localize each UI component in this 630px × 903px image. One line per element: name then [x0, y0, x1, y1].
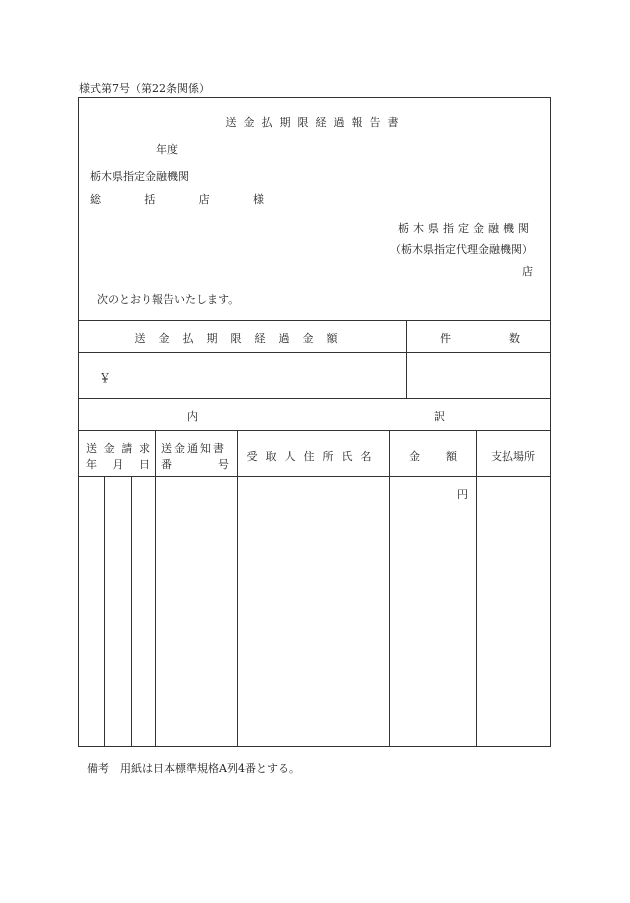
header-char: 数	[509, 332, 520, 345]
addressee-char: 括	[144, 193, 156, 206]
sender-agent-institution: （栃木県指定代理金融機関）	[390, 243, 533, 256]
addressee-char: 総	[90, 193, 101, 206]
header-char: 件	[440, 332, 451, 345]
divider	[155, 430, 156, 746]
divider	[79, 476, 550, 477]
sender-institution: 栃木県指定金融機関	[398, 222, 533, 235]
divider	[406, 320, 407, 398]
header-char: 額	[446, 450, 457, 463]
divider	[79, 320, 550, 321]
divider	[476, 430, 477, 746]
addressee-char: 店	[198, 193, 210, 206]
report-form	[78, 97, 551, 747]
divider	[79, 430, 550, 431]
addressee-char: 様	[252, 193, 264, 206]
divider	[104, 476, 105, 746]
col-payment-place: 支払場所	[491, 450, 535, 463]
col-request-date-top	[86, 440, 150, 456]
divider	[237, 430, 238, 746]
col-notice-no-bottom	[161, 456, 229, 472]
divider	[389, 430, 390, 746]
yen-symbol: ￥	[99, 371, 112, 385]
header-char: 号	[218, 458, 229, 471]
header-char: 請	[121, 442, 133, 455]
header-char: 送	[86, 442, 97, 455]
divider	[79, 398, 550, 399]
header-char: 月	[112, 458, 124, 471]
header-char: 金	[409, 450, 420, 463]
summary-amount-header: 送金払期限経過金額	[134, 332, 351, 345]
remarks-note: 備考 用紙は日本標準規格A列4番とする。	[87, 762, 300, 775]
header-char: 日	[139, 458, 150, 471]
sender-branch: 店	[522, 265, 533, 278]
divider	[131, 476, 132, 746]
col-payee: 受取人住所氏名	[246, 450, 380, 463]
intro-text: 次のとおり報告いたします。	[97, 293, 240, 306]
addressee-institution: 栃木県指定金融機関	[90, 170, 189, 183]
fiscal-year-label: 年度	[156, 143, 178, 156]
col-notice-no-top: 送金通知書	[161, 442, 226, 455]
col-request-date-bottom	[86, 456, 150, 472]
col-amount	[409, 448, 457, 464]
header-char: 金	[103, 442, 115, 455]
header-char: 訳	[434, 410, 445, 423]
header-char: 番	[161, 458, 172, 471]
yen-unit: 円	[457, 488, 468, 501]
form-title: 送金払期限経過報告書	[225, 116, 406, 129]
header-char: 内	[187, 410, 198, 423]
divider	[79, 352, 550, 353]
summary-count-header	[440, 330, 520, 346]
addressee-branch	[90, 191, 264, 207]
details-header	[187, 408, 445, 424]
header-char: 年	[86, 458, 97, 471]
header-char: 求	[138, 442, 150, 455]
form-number-label: 様式第7号（第22条関係）	[79, 82, 210, 95]
